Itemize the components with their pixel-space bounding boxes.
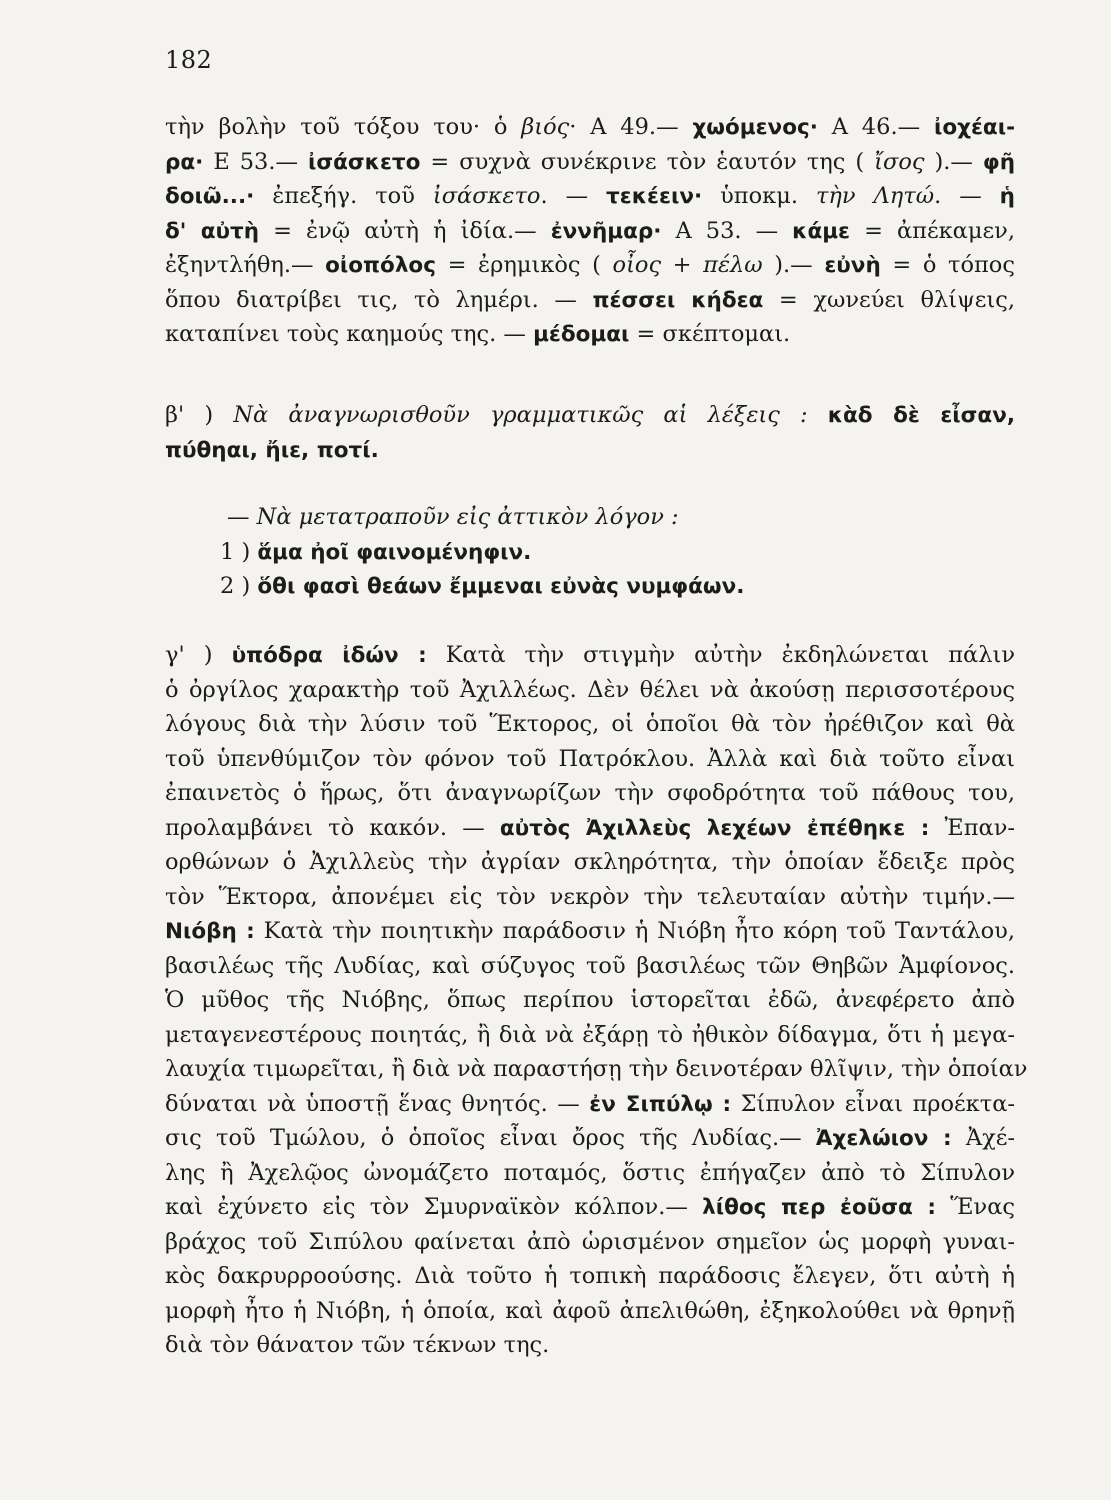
- text-run: = σκέπτομαι.: [629, 321, 791, 347]
- text-line: [165, 283, 1015, 318]
- text-run: ὁ ὀργίλος χαρακτὴρ τοῦ Ἀχιλλέως. Δὲν θέλει νὰ ἀκούσῃ περισσοτέρους: [165, 676, 1015, 703]
- text-run: ὑποκμ.: [702, 183, 816, 209]
- text-line: [165, 880, 1015, 915]
- text-run: μορφὴ ἦτο ἡ Νιόβη, ἡ ὁποία, καὶ ἀφοῦ ἀπελιθώθη, ἐξηκολούθει νὰ θρηνῇ: [165, 1297, 1015, 1324]
- lemma-term: αὐτὸς Ἀχιλλεὺς λεχέων ἐπέθηκε :: [499, 815, 930, 841]
- text-line: [165, 1052, 1028, 1087]
- lemma-term: ἅμα ἠοῖ φαινομένηφιν.: [257, 539, 532, 565]
- text-run: βράχος τοῦ Σιπύλου φαίνεται ἀπὸ ὡρισμένον σημεῖον ὡς μορφὴ γυναι-: [165, 1228, 1015, 1255]
- text-run: Ε 53.—: [203, 148, 309, 175]
- text-line: [165, 433, 1015, 468]
- text-run: λης ἢ Ἀχελῷος ὠνομάζετο ποταμός, ὅστις ἐπήγαζεν ἀπὸ τὸ Σίπυλον: [165, 1159, 1015, 1186]
- text-line: [165, 983, 1015, 1018]
- lemma-term: ἐννῆμαρ·: [550, 218, 662, 244]
- text-line: [165, 914, 1015, 949]
- commentary-gamma: [165, 638, 1028, 1363]
- text-run: . —: [540, 183, 607, 209]
- text-run: σις τοῦ Τμώλου, ὁ ὁποῖος εἶναι ὄρος τῆς Λυδίας.—: [165, 1125, 816, 1151]
- text-run: = ἐνῷ αὐτὴ ἡ ἰδία.—: [259, 217, 551, 244]
- text-line: [165, 1225, 1015, 1260]
- lemma-term: ὅθι φασὶ θεάων ἔμμεναι εὐνὰς νυμφάων.: [257, 574, 745, 599]
- italic-text: βιός: [521, 114, 570, 140]
- lemma-term: Νιόβη :: [165, 919, 255, 944]
- italic-text: ἴσος: [874, 148, 925, 175]
- lemma-term: μέδομαι: [533, 322, 630, 347]
- text-run: προλαμβάνει τὸ κακόν. —: [165, 814, 500, 841]
- text-run: Κατὰ τὴν ποιητικὴν παράδοσιν ἡ Νιόβη ἦτο κόρη τοῦ Ταντάλου,: [254, 918, 1015, 944]
- text-run: 1 ): [220, 538, 258, 565]
- text-run: ).—: [762, 252, 825, 278]
- text-run: τὴν βολὴν τοῦ τόξου του· ὁ: [165, 114, 522, 140]
- text-run: καὶ ἐχύνετο εἰς τὸν Σμυρναϊκὸν κόλπον.—: [165, 1194, 703, 1220]
- text-run: βασιλέως τῆς Λυδίας, καὶ σύζυγος τοῦ βασιλέως τῶν Θηβῶν Ἀμφίονος.: [165, 952, 1015, 979]
- text-line: [165, 1190, 1015, 1225]
- text-line: [165, 1156, 1015, 1191]
- text-run: καταπίνει τοὺς καημούς της. —: [165, 321, 534, 347]
- lemma-term: ἰοχέαι-: [933, 115, 1015, 140]
- transpose-heading: [165, 500, 1015, 535]
- text-run: = συχνὰ συνέκρινε τὸν ἑαυτόν της (: [420, 148, 875, 175]
- text-line: [165, 707, 1015, 742]
- text-run: τὸν Ἕκτορα, ἀπονέμει εἰς τὸν νεκρὸν τὴν τελευταίαν αὐτὴν τιμήν.—: [165, 883, 1015, 910]
- text-line: [165, 317, 1015, 352]
- text-run: [808, 402, 828, 428]
- text-line: [165, 179, 1015, 214]
- text-run: δύναται νὰ ὑποστῇ ἕνας θνητός. —: [165, 1090, 590, 1117]
- text-run: Ἐπαν-: [929, 814, 1016, 841]
- text-run: = ὁ τόπος: [880, 252, 1015, 278]
- text-line: [165, 845, 1015, 880]
- text-run: Σίπυλον εἶναι προέκτα-: [731, 1090, 1015, 1117]
- text-run: = ἐρημικὸς (: [435, 252, 613, 278]
- lemma-term: οἰοπόλος: [325, 253, 436, 278]
- text-run: . —: [934, 183, 1000, 209]
- text-run: = χωνεύει θλίψεις,: [763, 286, 1015, 313]
- italic-text: οἶος + πέλω: [612, 252, 763, 278]
- text-line: [165, 1018, 1015, 1053]
- italic-text: Νὰ ἀναγνωρισθοῦν γραμματικῶς αἱ λέξεις :: [233, 402, 808, 428]
- text-run: τοῦ ὑπενθύμιζον τὸν φόνον τοῦ Πατρόκλου. Ἀλλὰ καὶ διὰ τοῦτο εἶναι: [165, 745, 1015, 772]
- text-line: [165, 1294, 1015, 1329]
- lemma-term: ρα·: [165, 149, 204, 175]
- text-run: · Α 49.—: [569, 114, 693, 140]
- text-line: [165, 673, 1015, 708]
- text-line: [165, 1259, 1015, 1294]
- text-run: Α 46.—: [817, 114, 934, 140]
- text-line: [165, 214, 1015, 249]
- text-run: Ὁ μῦθος τῆς Νιόβης, ὅπως περίπου ἱστορεῖται ἐδῶ, ἀνεφέρετο ἀπὸ: [165, 987, 1015, 1013]
- text-line: [165, 248, 1015, 283]
- lemma-term: κὰδ δὲ εἶσαν,: [827, 403, 1016, 428]
- text-line: [165, 1087, 1015, 1122]
- text-run: διὰ τὸν θάνατον τῶν τέκνων της.: [165, 1332, 550, 1358]
- text-line: [165, 811, 1015, 846]
- text-run: = ἀπέκαμεν,: [850, 217, 1015, 244]
- lemma-term: ἰσάσκετο: [308, 149, 421, 175]
- text-run: κὸς δακρυρροούσης. Διὰ τοῦτο ἡ τοπικὴ παράδοσις ἔλεγεν, ὅτι αὐτὴ ἡ: [165, 1263, 1015, 1289]
- text-run: 2 ): [220, 573, 258, 599]
- italic-text: Νὰ μετατραποῦν εἰς ἀττικὸν λόγον :: [256, 504, 679, 530]
- text-line: [165, 776, 1015, 811]
- text-line: [165, 398, 1015, 433]
- text-line: [165, 1121, 1015, 1156]
- exercise-beta: [165, 398, 1015, 467]
- text-run: ὅπου διατρίβει τις, τὸ λημέρι. —: [165, 286, 593, 313]
- transpose-item: [165, 569, 1015, 604]
- lemma-term: ὑπόδρα ἰδών :: [231, 643, 427, 668]
- text-run: Ἕνας: [935, 1194, 1015, 1220]
- text-run: λόγους διὰ τὴν λύσιν τοῦ Ἕκτορος, οἱ ὁποῖοι θὰ τὸν ἠρέθιζον καὶ θὰ: [165, 711, 1015, 737]
- text-line: [165, 638, 1015, 673]
- text-run: β' ): [165, 402, 234, 428]
- lemma-term: ἐν Σιπύλῳ :: [589, 1091, 732, 1117]
- lemma-term: ἡ: [999, 184, 1015, 209]
- lemma-term: πέσσει κήδεα: [592, 287, 764, 313]
- italic-text: ἰσάσκετο: [432, 183, 541, 209]
- text-run: μεταγενεστέρους ποιητάς, ἢ διὰ νὰ ἐξάρῃ τὸ ἠθικὸν δίδαγμα, ὅτι ἡ μεγα-: [165, 1021, 1015, 1048]
- text-run: Α 53. —: [661, 217, 793, 244]
- text-run: ορθώνων ὁ Ἀχιλλεὺς τὴν ἀγρίαν σκληρότητα, τὴν ὁποίαν ἔδειξε πρὸς: [165, 849, 1015, 875]
- lemma-term: δοιῶ...·: [165, 184, 255, 209]
- lemma-term: εὐνὴ: [824, 253, 881, 278]
- text-run: Κατὰ τὴν στιγμὴν αὐτὴν ἐκδηλώνεται πάλιν: [426, 642, 1016, 668]
- text-run: Ἀχέ-: [951, 1125, 1015, 1151]
- lemma-term: Ἀχελώιον :: [815, 1126, 952, 1151]
- italic-text: τὴν Λητώ: [815, 183, 935, 209]
- text-run: —: [227, 504, 257, 530]
- lemma-term: δ' αὐτὴ: [165, 218, 260, 244]
- transpose-item: [165, 535, 1015, 570]
- text-run: ἐπαινετὸς ὁ ἥρως, ὅτι ἀναγνωρίζων τὴν σφοδρότητα τοῦ πάθους του,: [165, 780, 1015, 806]
- text-line: [165, 110, 1015, 145]
- glossary-notes: [165, 110, 1015, 352]
- page-number: 182: [165, 46, 213, 74]
- text-line: [165, 1328, 1015, 1363]
- text-run: γ' ): [165, 642, 232, 668]
- lemma-term: κάμε: [792, 218, 851, 244]
- text-run: λαυχία τιμωρεῖται, ἢ διὰ νὰ παραστήσῃ τὴν δεινοτέραν θλῖψιν, τὴν ὁποίαν: [165, 1056, 1028, 1082]
- text-run: ἐξηντλήθη.—: [165, 252, 326, 278]
- text-line: [165, 742, 1015, 777]
- lemma-term: πύθηαι, ἤιε, ποτί.: [165, 437, 379, 463]
- exercise-transpose: [165, 500, 1015, 604]
- lemma-term: χωόμενος·: [692, 115, 818, 140]
- text-run: ἐπεξήγ. τοῦ: [254, 183, 433, 209]
- text-line: [165, 145, 1015, 180]
- lemma-term: λίθος περ ἐοῦσα :: [702, 1195, 936, 1220]
- text-line: [165, 949, 1015, 984]
- lemma-term: φῆ: [982, 149, 1016, 175]
- text-run: ).—: [924, 148, 983, 175]
- lemma-term: τεκέειν·: [606, 184, 703, 209]
